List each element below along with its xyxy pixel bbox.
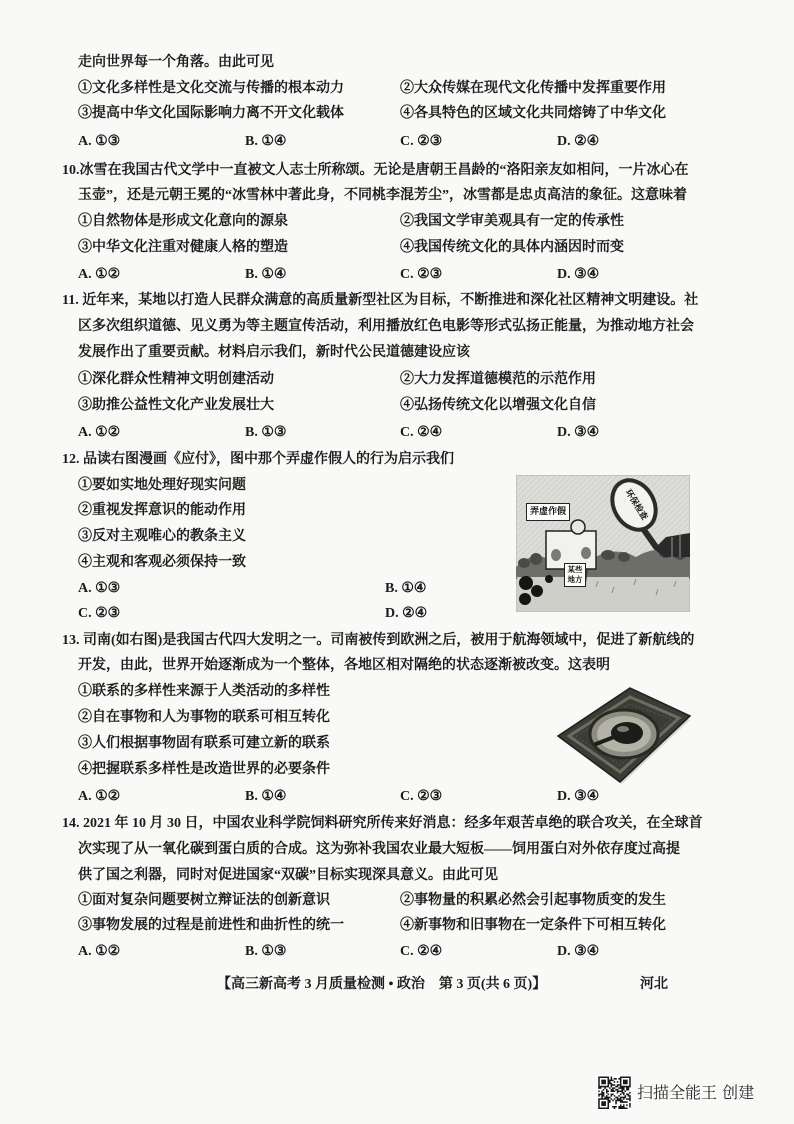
q10-option-2: ②我国文学审美观具有一定的传承性 <box>400 214 624 229</box>
sinan-compass-image <box>556 684 692 786</box>
q11-option-1: ①深化群众性精神文明创建活动 <box>78 372 274 387</box>
q13-option-4: ④把握联系多样性是改造世界的必要条件 <box>78 762 330 777</box>
cartoon-screen-label: 某些地方 <box>564 563 586 587</box>
q11-stem-line-3: 发展作出了重要贡献。材料启示我们，新时代公民道德建设应该 <box>78 345 470 360</box>
q14-answer-d: D. ③④ <box>557 944 600 959</box>
q14-answer-c: C. ②④ <box>400 944 443 959</box>
cartoon-yingfu <box>516 475 690 612</box>
q11-answer-a: A. ①② <box>78 425 121 440</box>
scanner-watermark-text: 扫描全能王 创建 <box>637 1083 755 1102</box>
q9-stem-line: 走向世界每一个角落。由此可见 <box>78 55 274 70</box>
q9-answer-a: A. ①③ <box>78 134 121 149</box>
page-footer-title: 【高三新高考 3 月质量检测 • 政治 第 3 页(共 6 页)】 <box>217 977 547 992</box>
q13-option-1: ①联系的多样性来源于人类活动的多样性 <box>78 684 330 699</box>
q14-answer-b: B. ①③ <box>245 944 287 959</box>
q13-option-3: ③人们根据事物固有联系可建立新的联系 <box>78 736 330 751</box>
q10-answer-a: A. ①② <box>78 267 121 282</box>
q9-answer-d: D. ②④ <box>557 134 600 149</box>
q9-option-4: ④各具特色的区域文化共同熔铸了中华文化 <box>400 106 666 121</box>
q13-option-2: ②自在事物和人为事物的联系可相互转化 <box>78 710 330 725</box>
compass-spoon-highlight <box>617 726 629 732</box>
q14-answer-a: A. ①② <box>78 944 121 959</box>
cartoon-sign-label: 弄虚作假 <box>526 503 570 521</box>
q9-answer-c: C. ②③ <box>400 134 443 149</box>
cartoon-ground <box>517 577 689 611</box>
q10-option-1: ①自然物体是形成文化意向的源泉 <box>78 214 288 229</box>
q9-answer-b: B. ①④ <box>245 134 287 149</box>
q10-answer-b: B. ①④ <box>245 267 287 282</box>
q10-stem-line-2: 玉壶”，还是元朝王冕的“冰雪林中著此身，不同桃李混芳尘”，冰雪都是忠贞高洁的象征。这意味着 <box>78 188 687 203</box>
q11-stem-line-2: 区多次组织道德、见义勇为等主题宣传活动，利用播放红色电影等形式弘扬正能量，为推动地方社会 <box>78 319 694 334</box>
q14-option-1: ①面对复杂问题要树立辩证法的创新意识 <box>78 893 330 908</box>
q11-answer-d: D. ③④ <box>557 425 600 440</box>
q14-option-3: ③事物发展的过程是前进性和曲折性的统一 <box>78 918 344 933</box>
q12-stem-line: 12. 品读右图漫画《应付》，图中那个弄虚作假人的行为启示我们 <box>62 452 454 467</box>
q10-answer-d: D. ③④ <box>557 267 600 282</box>
q11-option-2: ②大力发挥道德模范的示范作用 <box>400 372 596 387</box>
q10-option-4: ④我国传统文化的具体内涵因时而变 <box>400 240 624 255</box>
q12-option-1: ①要如实地处理好现实问题 <box>78 478 246 493</box>
q12-answer-d: D. ②④ <box>385 606 428 621</box>
q14-option-2: ②事物量的积累必然会引起事物质变的发生 <box>400 893 666 908</box>
q11-answer-b: B. ①③ <box>245 425 287 440</box>
compass-spoon <box>611 722 643 744</box>
q12-option-3: ③反对主观唯心的教条主义 <box>78 529 246 544</box>
q13-answer-b: B. ①④ <box>245 789 287 804</box>
q12-answer-b: B. ①④ <box>385 581 427 596</box>
q14-stem-line-1: 14. 2021 年 10 月 30 日，中国农业科学院饲料研究所传来好消息：经多年艰苦卓绝的联合攻关，在全球首 <box>62 816 703 831</box>
q11-stem-line-1: 11. 近年来，某地以打造人民群众满意的高质量新型社区为目标，不断推进和深化社区精神文明建设。社 <box>62 293 699 308</box>
q12-option-4: ④主观和客观必须保持一致 <box>78 555 246 570</box>
cartoon-lens-label: 环保检查 <box>622 487 650 523</box>
q13-answer-a: A. ①② <box>78 789 121 804</box>
q13-answer-d: D. ③④ <box>557 789 600 804</box>
q13-stem-line-2: 开发，由此，世界开始逐渐成为一个整体，各地区相对隔绝的状态逐渐被改变。这表明 <box>78 658 610 673</box>
cartoon-person-head <box>571 520 585 534</box>
q11-answer-c: C. ②④ <box>400 425 443 440</box>
q11-option-3: ③助推公益性文化产业发展壮大 <box>78 398 274 413</box>
q12-option-2: ②重视发挥意识的能动作用 <box>78 503 246 518</box>
q14-stem-line-2: 次实现了从一氧化碳到蛋白质的合成。这为弥补我国农业最大短板——饲用蛋白对外依存度过高提 <box>78 842 680 857</box>
q9-option-2: ②大众传媒在现代文化传播中发挥重要作用 <box>400 81 666 96</box>
q10-stem-line-1: 10.冰雪在我国古代文学中一直被文人志士所称颂。无论是唐朝王昌龄的“洛阳亲友如相问，一片冰心在 <box>62 163 689 178</box>
qr-code <box>597 1075 631 1110</box>
q11-option-4: ④弘扬传统文化以增强文化自信 <box>400 398 596 413</box>
q10-answer-c: C. ②③ <box>400 267 443 282</box>
q9-option-3: ③提高中华文化国际影响力离不开文化载体 <box>78 106 344 121</box>
q10-option-3: ③中华文化注重对健康人格的塑造 <box>78 240 288 255</box>
sinan-compass-drawing <box>556 684 692 786</box>
q13-stem-line-1: 13. 司南(如右图)是我国古代四大发明之一。司南被传到欧洲之后，被用于航海领域中，促进了新航线的 <box>62 633 695 648</box>
cartoon-drawing <box>516 475 690 612</box>
q12-answer-a: A. ①③ <box>78 581 121 596</box>
q14-stem-line-3: 供了国之利器，同时对促进国家“双碳”目标实现深具意义。由此可见 <box>78 868 498 883</box>
q9-option-1: ①文化多样性是文化交流与传播的根本动力 <box>78 81 344 96</box>
q13-answer-c: C. ②③ <box>400 789 443 804</box>
page-footer-region: 河北 <box>640 977 668 992</box>
q12-answer-c: C. ②③ <box>78 606 121 621</box>
q14-option-4: ④新事物和旧事物在一定条件下可相互转化 <box>400 918 666 933</box>
